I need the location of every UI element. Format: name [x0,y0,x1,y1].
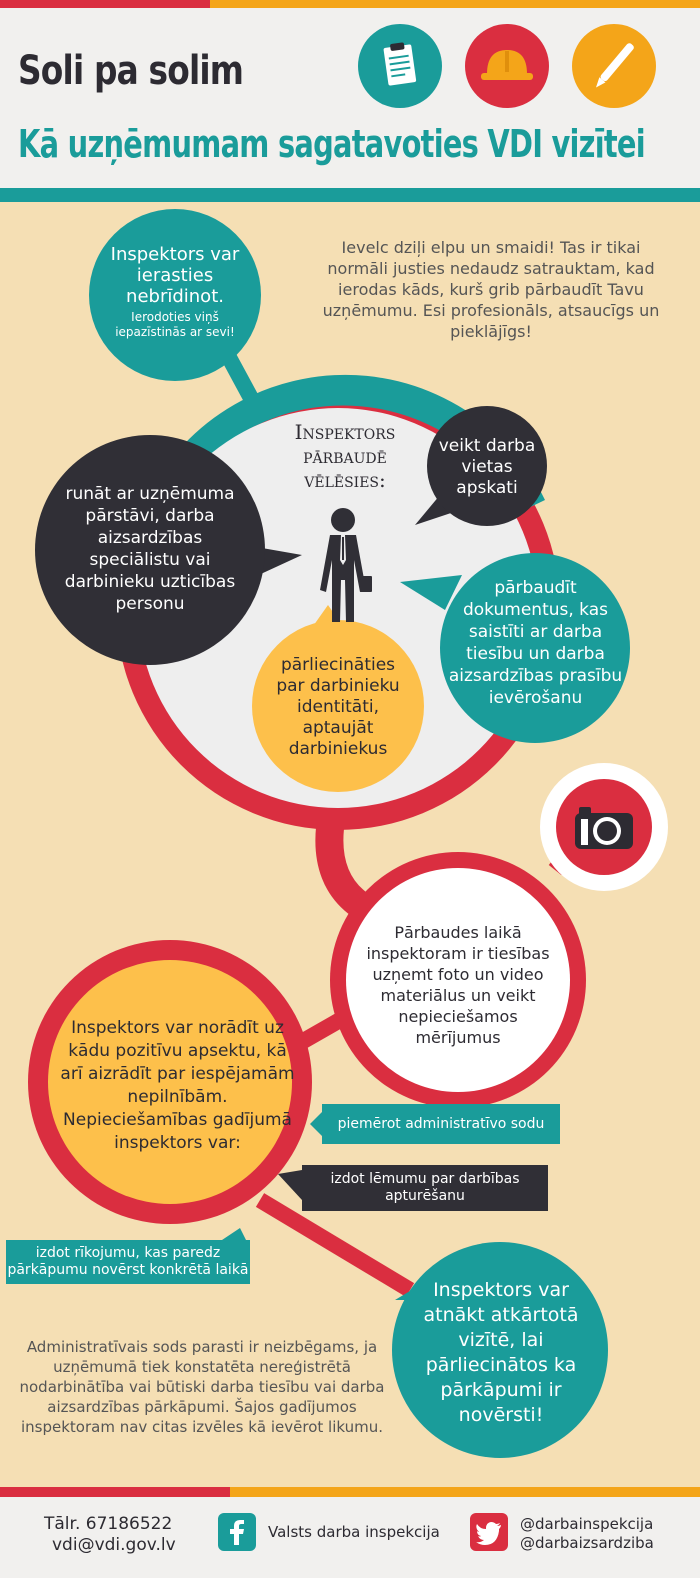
intro-bubble-note: Ierodoties viņš iepazīstinās ar sevi! [115,310,235,339]
page-subtitle: Kā uzņēmumam sagatavoties VDI vizītei [18,122,645,166]
footer-facebook[interactable]: Valsts darba inspekcija [268,1523,440,1541]
suspend-tag: izdot lēmumu par darbības apturēšanu [302,1165,548,1211]
camera-icon [573,803,635,851]
facebook-icon[interactable] [218,1513,256,1551]
circle-title: Inspektors pārbaudē vēlēsies: [294,420,396,492]
identity-text: pārliecināties par darbinieku identitāti, aptaujāt darbiniekus [276,655,400,759]
footer-stripe-orange [230,1487,700,1497]
footer-email[interactable]: vdi@vdi.gov.lv [52,1535,176,1555]
intro-bubble-title: Inspektors var ierasties nebrīdinot. [110,244,240,307]
note-text: Administratīvais sods parasti ir neizbēgams, ja uzņēmumā tiek konstatēta nereģistrētā nodarbinātība vai būtiski darba tiesību vai darba aizsardzības pārkāpumi. Šajos gadījumos inspektoram nav citas izvēles kā ievērot likumu. [19,1338,385,1436]
order-tag: izdot rīkojumu, kas paredz pārkāpumu novērst konkrētā laikā [6,1240,250,1284]
intro-advice: Ievelc dziļi elpu un smaidi! Tas ir tikai normāli justies nedaudz satrauktam, kad ierodas kāds, kurš grib pārbaudīt Tavu uzņēmumu. Esi profesionāls, atsaucīgs un pieklājīgs! [322,238,660,341]
footer-phone: Tālr. 67186522 [44,1514,173,1534]
twitter-icon[interactable] [470,1513,508,1551]
inspect-text: veikt darba vietas apskati [438,436,536,498]
revisit-text: Inspektors var atnākt atkārtotā vizītē, lai pārliecinātos ka pārkāpumi ir novērsti! [423,1279,579,1426]
page-title: Soli pa solim [18,48,244,94]
talk-text: runāt ar uzņēmuma pārstāvi, darba aizsardzības speciālistu vai darbinieku uzticības personu [64,484,236,614]
footer-twitter-1[interactable]: @darbainspekcija [520,1515,654,1533]
outcome-text: Inspektors var norādīt uz kādu pozitīvu apsektu, kā arī aizrādīt par iespējamām nepilnībām. Nepieciešamības gadījumā inspektors var: [60,1018,295,1153]
connector-photo [329,828,360,905]
fine-tag: piemērot administratīvo sodu [322,1104,560,1144]
footer-stripe-red [0,1487,230,1497]
documents-text: pārbaudīt dokumentus, kas saistīti ar darba tiesību un darba aizsardzības prasību ievērošanu [448,578,623,708]
photo-text: Pārbaudes laikā inspektoram ir tiesības uzņemt foto un video materiālus un veikt nepieciešamos mērījumus [366,923,550,1047]
connector-revisit [260,1200,410,1290]
footer-twitter-2[interactable]: @darbaizsardziba [520,1534,654,1552]
